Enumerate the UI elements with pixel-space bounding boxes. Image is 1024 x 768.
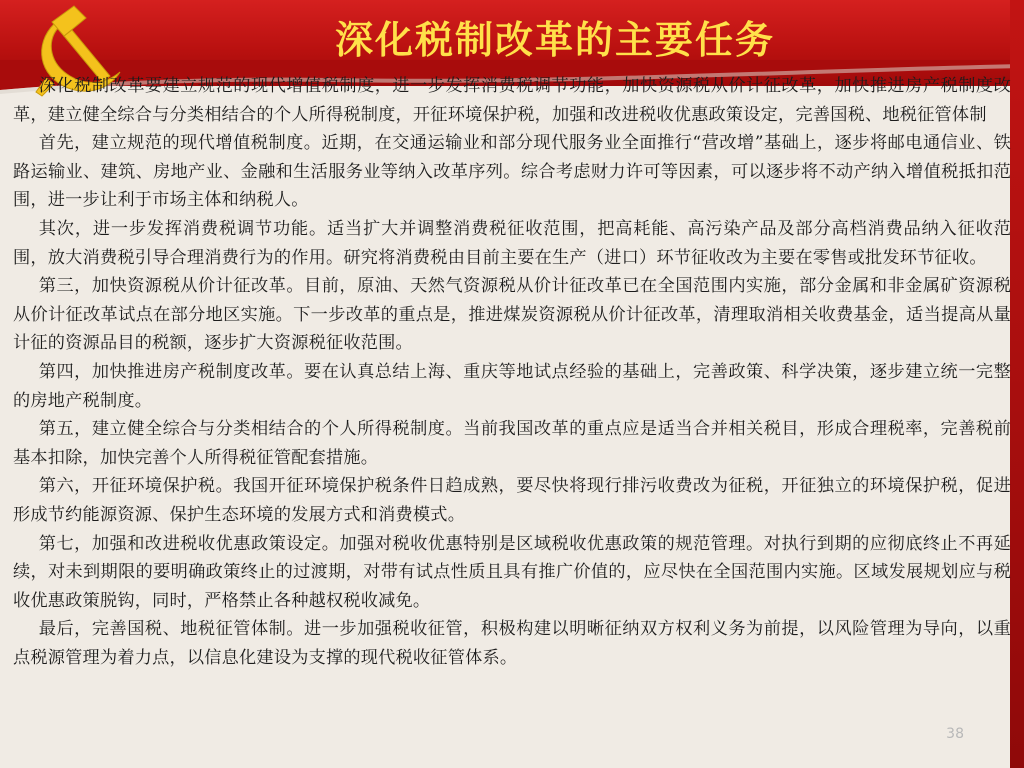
- paragraph-sixth: 第六，开征环境保护税。我国开征环境保护税条件日趋成熟，要尽快将现行排污收费改为征税，开征独立的环境保护税，促进形成节约能源资源、保护生态环境的发展方式和消费模式。: [13, 476, 1011, 525]
- slide-title: 深化税制改革的主要任务: [335, 18, 776, 62]
- paragraph-second: 其次，进一步发挥消费税调节功能。适当扩大并调整消费税征收范围，把高耗能、高污染产品及部分高档消费品纳入征收范围，放大消费税引导合理消费行为的作用。研究将消费税由目前主要在生产（进口）环节征收改为主要在零售或批发环节征收。: [13, 218, 1011, 268]
- paragraph-intro: 深化税制改革要建立规范的现代增值税制度，进一步发挥消费税调节功能，加快资源税从价计征改革，加快推进房产税制度改革，建立健全综合与分类相结合的个人所得税制度，开征环境保护税，加强和改进税收优惠政策设定，完善国税、地税征管体制: [13, 76, 1011, 125]
- paragraph-third: 第三，加快资源税从价计征改革。目前，原油、天然气资源税从价计征改革已在全国范围内实施，部分金属和非金属矿资源税从价计征改革试点在部分地区实施。下一步改革的重点是，推进煤炭资源税从价计征改革，清理取消相关收费基金，适当提高从量计征的资源品目的税额，逐步扩大资源税征收范围。: [13, 276, 1011, 354]
- paragraph-first: 首先，建立规范的现代增值税制度。近期，在交通运输业和部分现代服务业全面推行“营改增”基础上，逐步将邮电通信业、铁路运输业、建筑、房地产业、金融和生活服务业等纳入改革序列。综合考虑财力许可等因素，可以逐步将不动产纳入增值税抵扣范围，进一步让利于市场主体和纳税人。: [13, 133, 1011, 211]
- paragraph-fifth: 第五，建立健全综合与分类相结合的个人所得税制度。当前我国改革的重点应是适当合并相关税目，形成合理税率，完善税前基本扣除，加快完善个人所得税征管配套措施。: [13, 419, 1011, 468]
- paragraph-fourth: 第四，加快推进房产税制度改革。要在认真总结上海、重庆等地试点经验的基础上，完善政策、科学决策，逐步建立统一完整的房地产税制度。: [13, 361, 1011, 411]
- paragraph-seventh: 第七，加强和改进税收优惠政策设定。加强对税收优惠特别是区域税收优惠政策的规范管理。对执行到期的应彻底终止不再延续，对未到期限的要明确政策终止的过渡期，对带有试点性质且具有推广价值的，应尽快在全国范围内实施。区域发展规划应与税收优惠政策脱钩，同时，严格禁止各种越权税收减免。: [13, 533, 1011, 611]
- slide-right-border: [1010, 0, 1024, 768]
- paragraph-last: 最后，完善国税、地税征管体制。进一步加强税收征管，积极构建以明晰征纳双方权利义务为前提，以风险管理为导向，以重点税源管理为着力点，以信息化建设为支撑的现代税收征管体系。: [13, 619, 1011, 668]
- page-number: 38: [946, 726, 964, 742]
- slide-body: [13, 72, 1011, 764]
